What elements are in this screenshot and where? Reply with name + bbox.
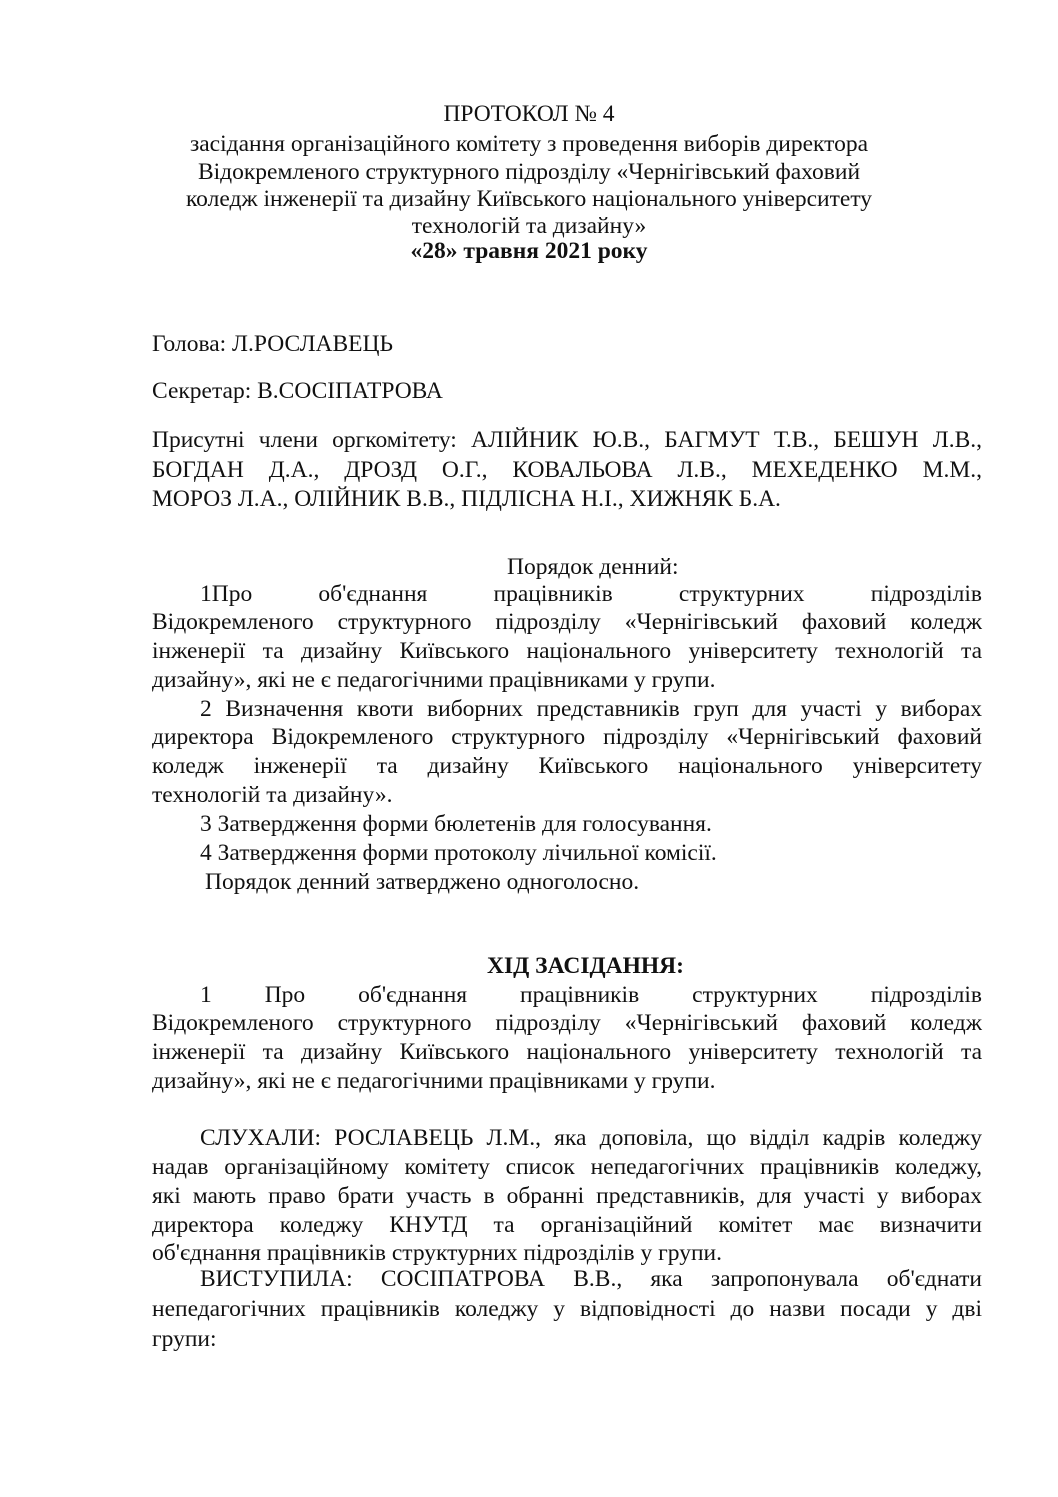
members-line: БОГДАН Д.А., ДРОЗД О.Г., КОВАЛЬОВА Л.В., МЕХЕДЕНКО М.М.,: [152, 457, 982, 483]
members-line: МОРОЗ Л.А., ОЛІЙНИК В.В., ПІДЛІСНА Н.І., ХИЖНЯК Б.А.: [152, 486, 781, 512]
members-line: Присутні члени оргкомітету: АЛІЙНИК Ю.В., БАГМУТ Т.В., БЕШУН Л.В.,: [152, 427, 982, 453]
protocol-subtitle-line: коледж інженерії та дизайну Київського національного університету: [185, 186, 873, 212]
protocol-subtitle-line: технологій та дизайну»: [411, 213, 647, 239]
proceedings-item-line: інженерії та дизайну Київського національного університету технологій та: [152, 1039, 982, 1065]
proceedings-item-line: дизайну», які не є педагогічними працівниками у групи.: [152, 1068, 716, 1094]
proceedings-item-line: 1 Про об'єднання працівників структурних підрозділів: [200, 982, 982, 1008]
agenda-item-line: дизайну», які не є педагогічними працівниками у групи.: [152, 667, 716, 693]
agenda-item-line: Відокремленого структурного підрозділу «Чернігівський фаховий коледж: [152, 609, 982, 635]
spoke-line: ВИСТУПИЛА: СОСІПАТРОВА В.В., яка запропонувала об'єднати: [200, 1266, 982, 1292]
heard-line: СЛУХАЛИ: РОСЛАВЕЦЬ Л.М., яка доповіла, що відділ кадрів коледжу: [200, 1125, 982, 1151]
secretary-line: Секретар: В.СОСІПАТРОВА: [152, 378, 443, 404]
heard-line: директора коледжу КНУТД та організаційний комітет має визначити: [152, 1212, 982, 1238]
proceedings-heading: ХІД ЗАСІДАННЯ:: [487, 953, 684, 979]
agenda-item-line: інженерії та дизайну Київського національного університету технологій та: [152, 638, 982, 664]
spoke-line: групи:: [152, 1326, 217, 1352]
heard-line: об'єднання працівників структурних підрозділів у групи.: [152, 1240, 722, 1266]
agenda-heading: Порядок денний:: [507, 554, 679, 580]
protocol-title: ПРОТОКОЛ № 4: [443, 101, 615, 127]
heard-line: надав організаційному комітету список непедагогічних працівників коледжу,: [152, 1154, 982, 1180]
agenda-item-line: 1Про об'єднання працівників структурних підрозділів: [200, 581, 982, 607]
protocol-subtitle-line: засідання організаційного комітету з проведення виборів директора: [189, 131, 869, 157]
heard-line: які мають право брати участь в обранні представників, для участі у виборах: [152, 1183, 982, 1209]
agenda-item-line: директора Відокремленого структурного підрозділу «Чернігівський фаховий: [152, 724, 982, 750]
chair-line: Голова: Л.РОСЛАВЕЦЬ: [152, 331, 393, 357]
agenda-item-4: 4 Затвердження форми протоколу лічильної комісії.: [200, 840, 717, 866]
proceedings-item-line: Відокремленого структурного підрозділу «Чернігівський фаховий коледж: [152, 1010, 982, 1036]
protocol-date: «28» травня 2021 року: [410, 238, 648, 264]
protocol-subtitle-line: Відокремленого структурного підрозділу «Чернігівський фаховий: [197, 159, 861, 185]
agenda-item-line: 2 Визначення квоти виборних представників груп для участі у виборах: [200, 696, 982, 722]
agenda-item-line: технологій та дизайну».: [152, 782, 393, 808]
spoke-line: непедагогічних працівників коледжу у відповідності до назви посади у дві: [152, 1296, 982, 1322]
agenda-item-line: коледж інженерії та дизайну Київського національного університету: [152, 753, 982, 779]
agenda-approved: Порядок денний затверджено одноголосно.: [205, 869, 640, 895]
agenda-item-3: 3 Затвердження форми бюлетенів для голосування.: [200, 811, 712, 837]
